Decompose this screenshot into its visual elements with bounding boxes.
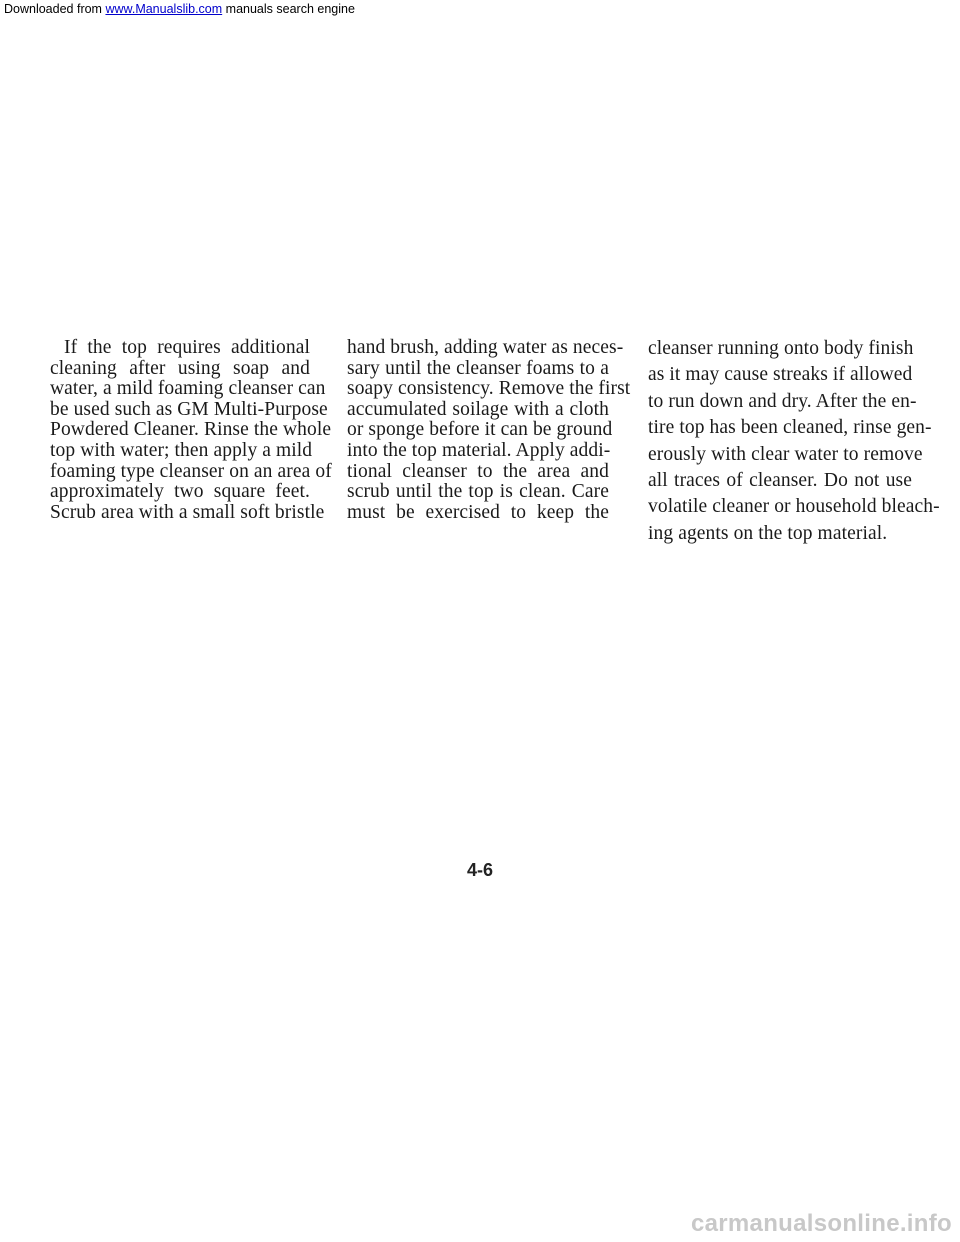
text-line: ing agents on the top material. xyxy=(648,522,888,544)
download-banner xyxy=(0,0,359,18)
text-line: accumulated soilage with a cloth xyxy=(347,398,609,420)
text-line: into the top material. Apply addi- xyxy=(347,439,611,461)
text-column-2 xyxy=(347,337,631,523)
text-line: or sponge before it can be ground xyxy=(347,419,613,441)
page-number: 4-6 xyxy=(466,860,493,880)
text-line: all traces of cleanser. Do not use xyxy=(648,470,912,492)
text-column-1 xyxy=(50,337,332,523)
manualslib-link[interactable]: www.Manualslib.com xyxy=(105,2,223,16)
site-watermark: carmanualsonline.info xyxy=(690,1210,952,1237)
text-line: be used such as GM Multi-Purpose xyxy=(50,398,328,420)
text-line: volatile cleaner or household bleach- xyxy=(648,496,940,518)
text-line: must be exercised to keep the xyxy=(347,501,609,523)
text-line: tional cleanser to the area and xyxy=(347,460,609,482)
text-line: If the top requires additional xyxy=(64,337,310,358)
banner-prefix: Downloaded from xyxy=(4,2,102,16)
text-line: as it may cause streaks if allowed xyxy=(648,364,913,386)
text-line: Scrub area with a small soft bristle xyxy=(50,501,325,523)
text-line: hand brush, adding water as neces- xyxy=(347,337,624,358)
text-line: Powdered Cleaner. Rinse the whole xyxy=(50,419,332,441)
banner-suffix: manuals search engine xyxy=(225,2,355,16)
text-line: scrub until the top is clean. Care xyxy=(347,481,609,503)
text-line: top with water; then apply a mild xyxy=(50,439,313,461)
text-line: foaming type cleanser on an area of xyxy=(50,460,332,482)
text-line: cleaning after using soap and xyxy=(50,357,310,379)
text-line: cleanser running onto body finish xyxy=(648,338,914,359)
text-column-3 xyxy=(648,336,940,547)
text-line: tire top has been cleaned, rinse gen- xyxy=(648,417,932,439)
text-line: sary until the cleanser foams to a xyxy=(347,357,609,379)
text-line: to run down and dry. After the en- xyxy=(648,390,917,412)
text-line: approximately two square feet. xyxy=(50,481,310,503)
text-line: erously with clear water to remove xyxy=(648,443,923,465)
text-line: water, a mild foaming cleanser can xyxy=(50,378,326,400)
text-line: soapy consistency. Remove the first xyxy=(347,378,631,400)
